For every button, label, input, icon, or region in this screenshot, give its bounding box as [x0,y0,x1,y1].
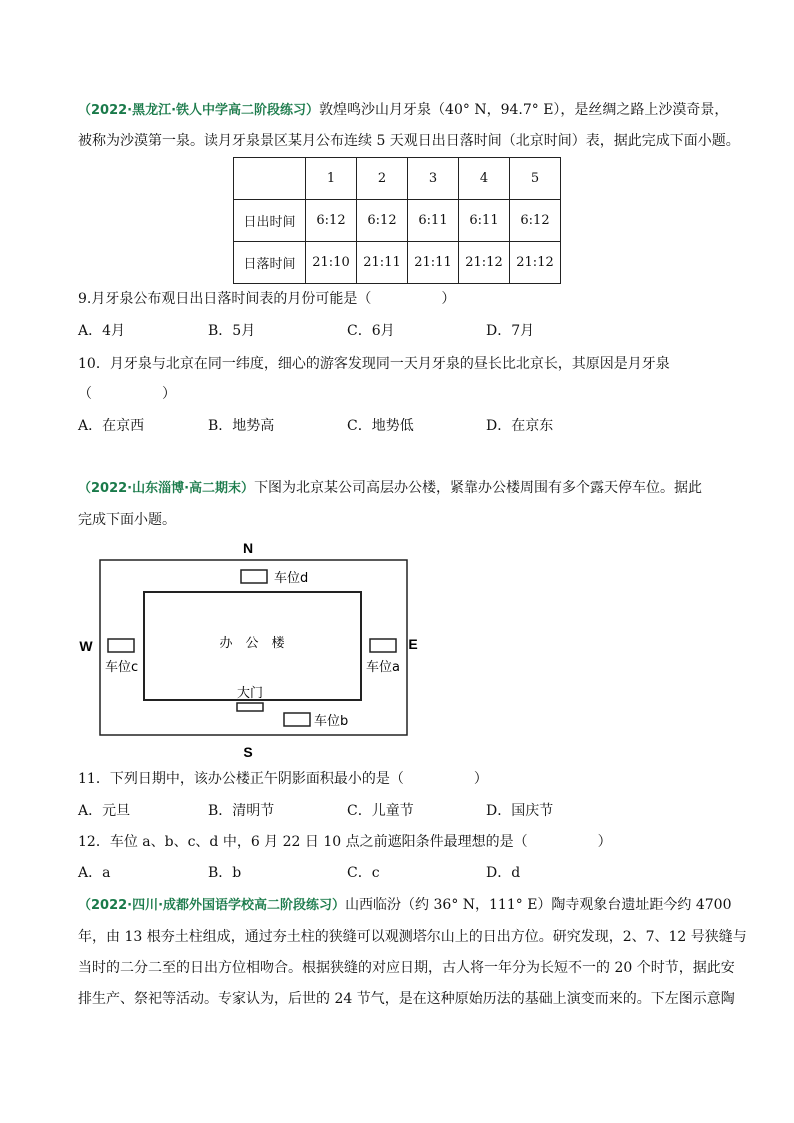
q10-option-c[interactable]: C．地势低 [347,418,414,434]
q3-line2: 年，由 13 根夯土柱组成，通过夯土柱的狭缝可以观测塔尔山上的日出方位。研究发现，2、7、12 号狭缝与 [78,929,747,945]
q11-option-b[interactable]: B．清明节 [208,803,275,819]
q9-option-a[interactable]: A．4月 [78,323,126,339]
q9-option-d[interactable]: D．7月 [486,323,535,339]
q9-stem: 9.月牙泉公布观日出日落时间表的月份可能是（ ） [78,291,456,307]
q11-option-a[interactable]: A．元旦 [78,803,131,819]
gate-marker [237,703,263,711]
q10-stem-blank: （ ） [78,386,176,402]
q11-option-d[interactable]: D．国庆节 [486,803,554,819]
q10-option-d[interactable]: D．在京东 [486,418,554,434]
q12-option-a[interactable]: A．a [78,865,111,881]
q9-option-b[interactable]: B．5月 [208,323,256,339]
table-row-sunrise: 日出时间 6:12 6:12 6:11 6:11 6:12 [234,200,561,242]
sunrise-sunset-table [233,157,561,284]
spot-a-label: 车位a [366,660,400,675]
q3-source: （2022·四川·成都外国语学校高二阶段练习） [78,898,346,913]
north-label: N [242,540,254,556]
parking-spot-b [284,713,310,726]
south-label: S [243,744,253,760]
q1-intro-line2: 被称为沙漠第一泉。读月牙泉景区某月公布连续 5 天观日出日落时间（北京时间）表，据此完成下面小题。 [78,133,740,149]
spot-c-label: 车位c [105,660,139,675]
building-label: 办 公 楼 [219,636,285,651]
q10-option-a[interactable]: A．在京西 [78,418,145,434]
table-header-row: 1 2 3 4 5 [234,158,561,200]
parking-spot-c [108,639,134,652]
parking-spot-a [370,639,396,652]
spot-d-label: 车位d [274,571,309,586]
q1-intro-line1: （2022·黑龙江·铁人中学高二阶段练习）敦煌鸣沙山月牙泉（40° N，94.7° E），是丝绸之路上沙漠奇景， [78,102,729,118]
office-building-diagram [60,535,440,765]
q3-line1: （2022·四川·成都外国语学校高二阶段练习）山西临汾（约 36° N，111° E）陶寺观象台遗址距今约 4700 [78,897,732,913]
q2-intro-line2: 完成下面小题。 [78,512,176,528]
q10-option-b[interactable]: B．地势高 [208,418,275,434]
parking-spot-d [241,570,267,583]
q2-intro-line1: （2022·山东淄博·高二期末）下图为北京某公司高层办公楼，紧靠办公楼周围有多个露天停车位。据此 [78,480,703,496]
east-label: E [408,636,418,652]
q12-option-d[interactable]: D．d [486,865,521,881]
spot-b-label: 车位b [314,714,349,729]
west-label: W [79,638,93,654]
q12-option-b[interactable]: B．b [208,865,242,881]
q11-stem: 11．下列日期中，该办公楼正午阴影面积最小的是（ ） [78,771,488,787]
gate-label: 大门 [236,686,264,701]
q9-option-c[interactable]: C．6月 [347,323,395,339]
q3-line3: 当时的二分二至的日出方位相吻合。根据狭缝的对应日期，古人将一年分为长短不一的 20 个时节，据此安 [78,960,735,976]
q3-line4: 排生产、祭祀等活动。专家认为，后世的 24 节气，是在这种原始历法的基础上演变而来的。下左图示意陶 [78,991,735,1007]
q12-option-c[interactable]: C．c [347,865,380,881]
q2-source: （2022·山东淄博·高二期末） [78,481,255,496]
table-row-sunset: 日落时间 21:10 21:11 21:11 21:12 21:12 [234,242,561,284]
q12-stem: 12．车位 a、b、c、d 中，6 月 22 日 10 点之前遮阳条件最理想的是（ ） [78,834,612,850]
q1-source: （2022·黑龙江·铁人中学高二阶段练习） [78,103,320,118]
q11-option-c[interactable]: C．儿童节 [347,803,414,819]
q10-stem: 10．月牙泉与北京在同一纬度，细心的游客发现同一天月牙泉的昼长比北京长，其原因是月牙泉 [78,356,670,372]
